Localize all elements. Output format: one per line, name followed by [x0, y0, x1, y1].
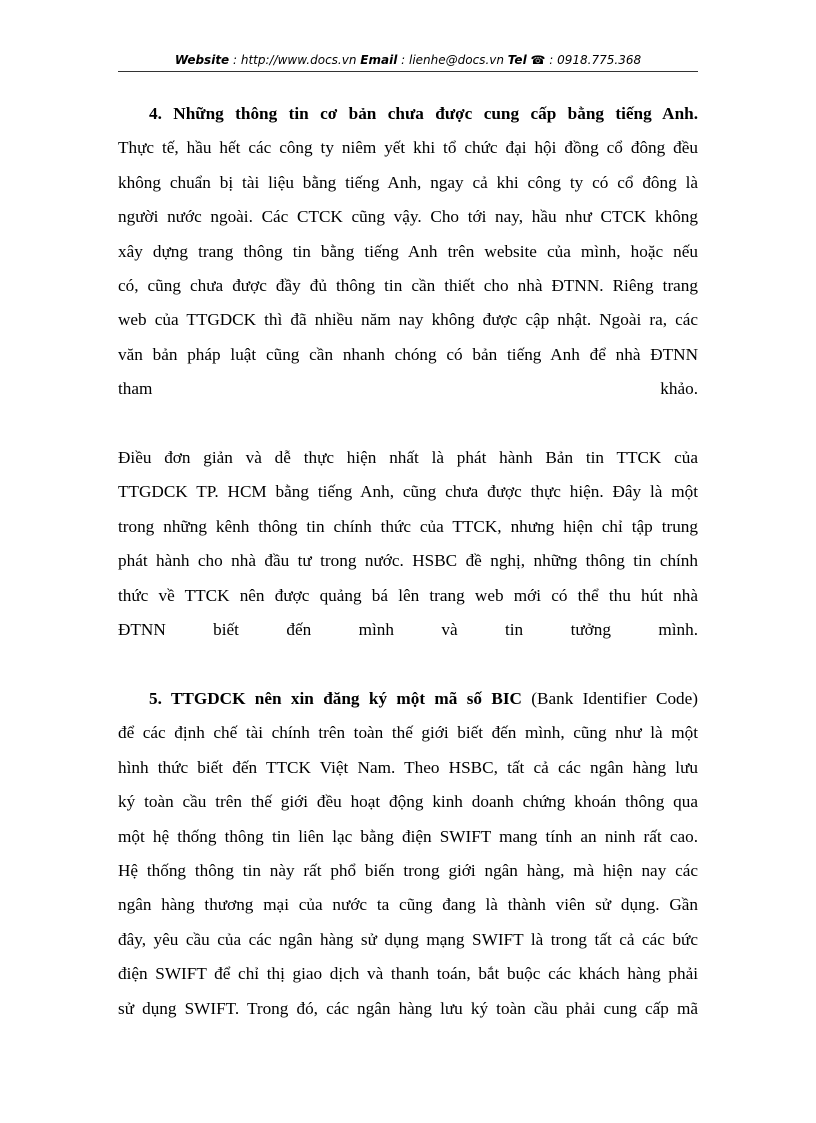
paragraph-gap: [118, 647, 698, 681]
bulletin-line: phát hành cho nhà đầu tư trong nước. HSBC đề nghị, những thông tin chính: [118, 551, 698, 571]
telephone-icon: ☎: [530, 53, 546, 67]
section-4-heading: 4. Những thông tin cơ bản chưa được cung cấp bằng tiếng Anh.: [149, 104, 698, 123]
section-5-line: ngân hàng thương mại của nước ta cũng đang là thành viên sử dụng. Gần: [118, 895, 698, 915]
section-5-heading-tail: (Bank Identifier Code): [521, 688, 698, 708]
section-5-heading-line: [118, 682, 698, 716]
section-5-line: hình thức biết đến TTCK Việt Nam. Theo HSBC, tất cả các ngân hàng lưu: [118, 757, 698, 777]
section-5-line: Hệ thống thông tin này rất phổ biến trong giới ngân hàng, mà hiện nay các: [118, 860, 698, 880]
bulletin-line: ĐTNN biết đến mình và tin tưởng mình.: [118, 620, 698, 640]
paragraph-gap: [118, 407, 698, 441]
section-4-line: có, cũng chưa được đầy đủ thông tin cần thiết cho nhà ĐTNN. Riêng trang: [118, 276, 698, 296]
website-url[interactable]: http://www.docs.vn: [240, 53, 357, 67]
section-5-line: một hệ thống thông tin liên lạc bằng điện SWIFT mang tính an ninh rất cao.: [118, 826, 698, 846]
section-4-line: tham khảo.: [118, 379, 698, 399]
tel-value: 0918.775.368: [557, 53, 642, 67]
bulletin-line: trong những kênh thông tin chính thức của TTCK, nhưng hiện chỉ tập trung: [118, 516, 698, 536]
section-5-line: sử dụng SWIFT. Trong đó, các ngân hàng lưu ký toàn cầu phải cung cấp mã: [118, 998, 698, 1018]
bulletin-line: thức về TTCK nên được quảng bá lên trang web mới có thể thu hút nhà: [118, 585, 698, 605]
section-5-line: đây, yêu cầu của các ngân hàng sử dụng mạng SWIFT là trong tất cả các bức: [118, 929, 698, 949]
section-5-line: để các định chế tài chính trên toàn thế giới biết đến mình, cũng như là một: [118, 723, 698, 743]
bulletin-line: Điều đơn giản và dễ thực hiện nhất là phát hành Bản tin TTCK của: [118, 448, 698, 468]
section-4-line: không chuẩn bị tài liệu bằng tiếng Anh, ngay cả khi công ty có cổ đông là: [118, 172, 698, 192]
header-divider: [118, 71, 698, 72]
email-value[interactable]: lienhe@docs.vn: [408, 53, 504, 67]
section-5-heading: 5. TTGDCK nên xin đăng ký một mã số BIC: [149, 688, 522, 708]
section-4-line: xây dựng trang thông tin bằng tiếng Anh trên website của mình, hoặc nếu: [118, 241, 698, 261]
section-4-line: văn bản pháp luật cũng cần nhanh chóng có bản tiếng Anh để nhà ĐTNN: [118, 344, 698, 364]
section-5-line: ký toàn cầu trên thế giới đều hoạt động kinh doanh chứng khoán thông qua: [118, 792, 698, 812]
section-4-line: Thực tế, hầu hết các công ty niêm yết khi tổ chức đại hội đồng cổ đông đều: [118, 138, 698, 158]
section-4-line: web của TTGDCK thì đã nhiều năm nay không được cập nhật. Ngoài ra, các: [118, 310, 698, 330]
section-5-line: điện SWIFT để chỉ thị giao dịch và thanh toán, bắt buộc các khách hàng phải: [118, 964, 698, 984]
tel-label: Tel: [507, 53, 527, 67]
document-body: [118, 97, 698, 1026]
email-label: Email: [360, 53, 398, 67]
section-4-line: người nước ngoài. Các CTCK cũng vậy. Cho tới nay, hầu như CTCK không: [118, 207, 698, 227]
bulletin-line: TTGDCK TP. HCM bằng tiếng Anh, cũng chưa được thực hiện. Đây là một: [118, 482, 698, 502]
website-label: Website: [174, 53, 230, 67]
page-header: Website : http://www.docs.vn Email : lienhe@docs.vn Tel ☎ : 0918.775.368: [174, 53, 642, 67]
